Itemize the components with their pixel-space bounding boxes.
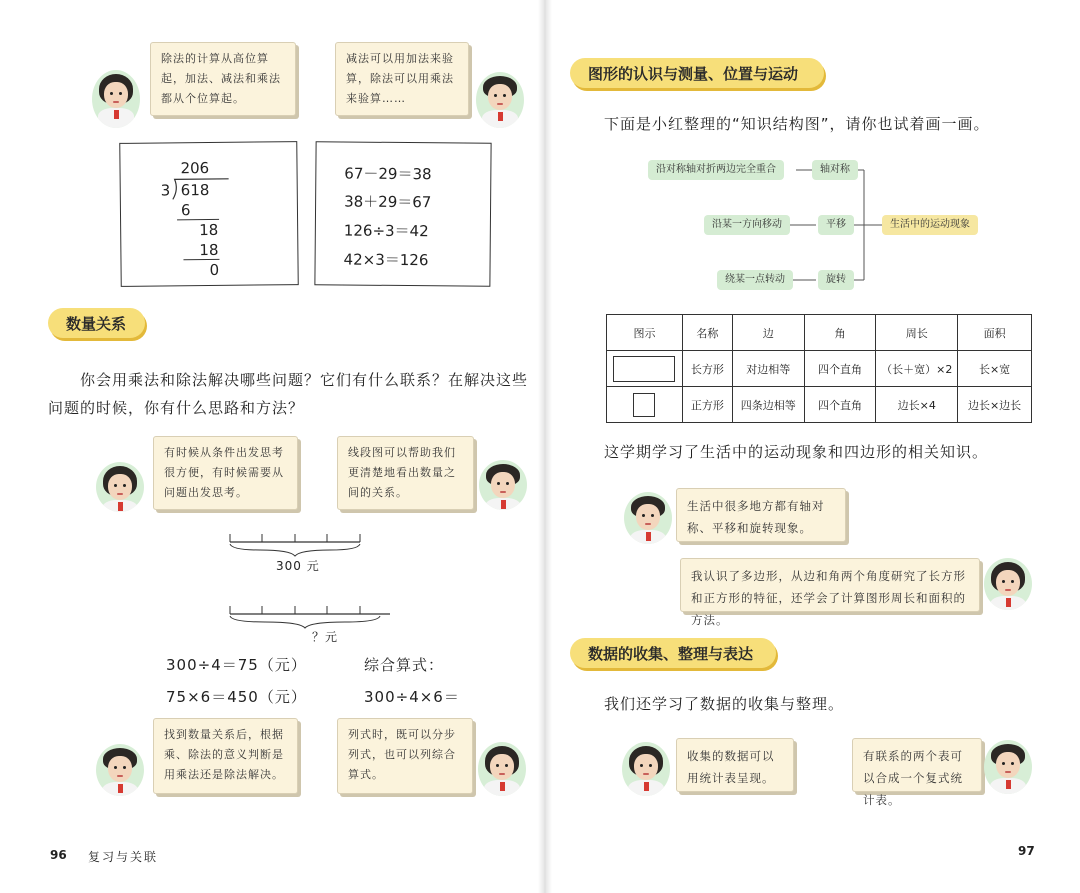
table-row [607, 387, 1032, 423]
bubble-text: 收集的数据可以用统计表呈现。 [687, 749, 775, 785]
boy-avatar-icon [96, 744, 144, 796]
boy-avatar-icon [984, 740, 1032, 794]
table-header: 边 [732, 315, 804, 351]
summary-paragraph: 这学期学习了生活中的运动现象和四边形的相关知识。 [604, 443, 989, 461]
bubble-text: 除法的计算从高位算起，加法、减法和乘法都从个位算起。 [161, 52, 281, 105]
table-cell: 边长×边长 [958, 387, 1032, 423]
division-step: 18 [199, 220, 219, 240]
equation: 42×3＝126 [343, 250, 429, 270]
table-cell: 四个直角 [804, 351, 876, 387]
section-title: 数据的收集、整理与表达 [570, 638, 776, 668]
square-figure [607, 387, 683, 423]
speech-bubble [335, 42, 469, 116]
boy-avatar-icon [624, 492, 672, 544]
page-number: 97 [1018, 844, 1035, 858]
quotient: 206 [180, 158, 210, 178]
bubble-text: 有联系的两个表可以合成一个复式统计表。 [863, 749, 963, 807]
table-header: 名称 [682, 315, 732, 351]
equation: 75×6＝450（元） [166, 688, 307, 706]
speech-bubble [337, 436, 474, 510]
table-cell: 四条边相等 [732, 387, 804, 423]
bubble-text: 线段图可以帮助我们更清楚地看出数量之间的关系。 [348, 446, 456, 499]
boy-avatar-icon [476, 72, 524, 128]
segment-label: ？元 [312, 630, 339, 644]
speech-bubble [153, 436, 298, 510]
diagram-root-node: 生活中的运动现象 [882, 215, 978, 235]
bubble-text: 我认识了多边形，从边和角两个角度研究了长方形和正方形的特征，还学会了计算图形周长和面积的方法。 [691, 569, 966, 627]
check-equations-card [314, 141, 491, 287]
page-number: 96 [50, 848, 67, 862]
speech-bubble [852, 738, 982, 807]
long-division-card [119, 141, 298, 287]
page-footer: 复习与关联 [88, 850, 159, 864]
table-header-row [607, 315, 1032, 351]
equation: 67－29＝38 [344, 164, 432, 184]
table-cell: 正方形 [682, 387, 732, 423]
table-cell: （长＋宽）×2 [876, 351, 958, 387]
intro-paragraph: 你会用乘法和除法解决哪些问题？它们有什么联系？在解决这些问题的时候，你有什么思路和方法？ [48, 371, 529, 417]
speech-bubble [676, 738, 794, 792]
book-gutter [538, 0, 552, 893]
equation: 38＋29＝67 [344, 192, 432, 212]
table-cell: 对边相等 [732, 351, 804, 387]
speech-bubble [676, 488, 846, 542]
division-step: 6 [180, 201, 191, 220]
dividend: 618 [180, 180, 210, 200]
equation: 300÷4×6＝ [364, 688, 460, 706]
diagram-node: 沿某一方向移动 [704, 215, 790, 235]
table-cell: 四个直角 [804, 387, 876, 423]
section-title: 图形的认识与测量、位置与运动 [570, 58, 824, 88]
boy-avatar-icon [479, 460, 527, 510]
division-remainder: 0 [209, 260, 220, 279]
speech-bubble [337, 718, 473, 794]
bubble-text: 列式时，既可以分步列式，也可以列综合算式。 [348, 728, 456, 781]
equation-heading: 综合算式： [364, 656, 445, 674]
division-step: 18 [199, 240, 219, 260]
bubble-text: 有时候从条件出发思考很方便，有时候需要从问题出发思考。 [164, 446, 284, 499]
rectangle-figure [607, 351, 683, 387]
table-header: 角 [804, 315, 876, 351]
speech-bubble [680, 558, 980, 627]
speech-bubble [150, 42, 296, 116]
table-cell: 长×宽 [958, 351, 1032, 387]
girl-avatar-icon [96, 462, 144, 512]
girl-avatar-icon [478, 742, 526, 796]
bubble-text: 生活中很多地方都有轴对称、平移和旋转现象。 [687, 499, 825, 535]
table-cell: 长方形 [682, 351, 732, 387]
table-header: 周长 [876, 315, 958, 351]
intro-paragraph: 下面是小红整理的“知识结构图”，请你也试着画一画。 [604, 115, 990, 133]
equation: 300÷4＝75（元） [166, 656, 307, 674]
segment-label: 300 元 [276, 559, 320, 573]
bubble-text: 找到数量关系后，根据乘、除法的意义判断是用乘法还是除法解决。 [164, 728, 284, 781]
diagram-node: 绕某一点转动 [717, 270, 793, 290]
table-header: 面积 [958, 315, 1032, 351]
divisor: 3 [160, 181, 171, 200]
table-row [607, 351, 1032, 387]
diagram-node: 平移 [818, 215, 854, 235]
knowledge-table [606, 314, 1032, 423]
equation: 126÷3＝42 [343, 221, 429, 241]
diagram-node: 轴对称 [812, 160, 858, 180]
bubble-text: 减法可以用加法来验算，除法可以用乘法来验算…… [346, 52, 454, 105]
speech-bubble [153, 718, 298, 794]
girl-avatar-icon [984, 558, 1032, 610]
table-cell: 边长×4 [876, 387, 958, 423]
segment-diagram [220, 522, 390, 652]
diagram-node: 旋转 [818, 270, 854, 290]
girl-avatar-icon [92, 70, 140, 128]
intro-paragraph: 我们还学习了数据的收集与整理。 [604, 695, 845, 713]
table-header: 图示 [607, 315, 683, 351]
girl-avatar-icon [622, 742, 670, 796]
diagram-node: 沿对称轴对折两边完全重合 [648, 160, 784, 180]
section-title: 数量关系 [48, 308, 145, 338]
